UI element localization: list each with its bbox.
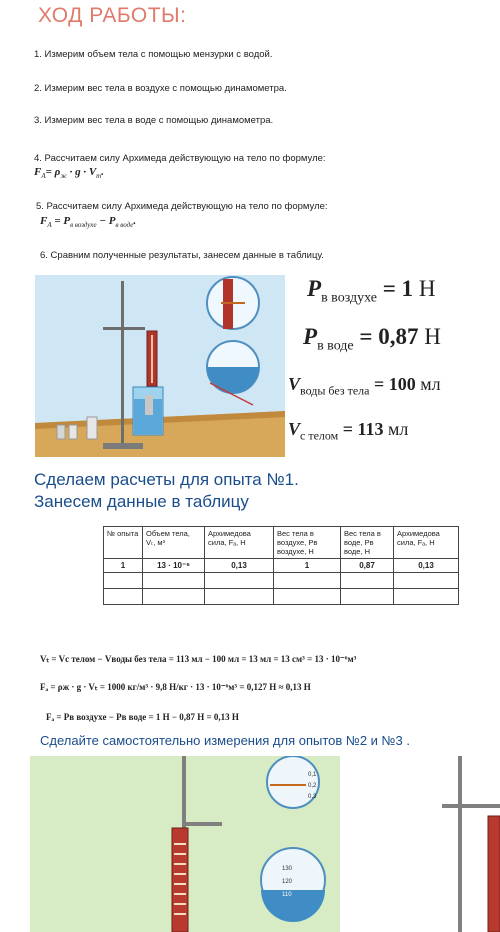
table-cell: 1 [274, 559, 341, 573]
measurement-weight-water: $P_{в воде} = 0,87$ Н [303, 324, 441, 354]
measurement-volume-with-body: $V_{с телом} = 113$ мл [288, 419, 409, 443]
formula-archimedes-density: $F_A= \rho_ж \cdot g \cdot V_т$. [34, 166, 104, 181]
heading-table: Занесем данные в таблицу [34, 492, 249, 511]
step-3: 3. Измерим вес тела в воде с помощью динамометра. [34, 115, 274, 126]
heading-assignment: Сделайте самостоятельно измерения для опытов №2 и №3 . [40, 733, 410, 748]
calc-archimedes-density: Fₐ = ρж · g · Vₜ = 1000 кг/м³ · 9,8 Н/кг · 13 · 10⁻⁶м³ = 0,127 Н ≈ 0,13 Н [40, 682, 311, 692]
lab-setup-drawing-2 [30, 756, 340, 932]
measurement-volume-without-body: $V_{воды без тела} = 100$ мл [288, 374, 441, 398]
formula-archimedes-weights: $F_A = P_{в воздухе} - P_{в воде}$. [40, 215, 137, 230]
table-header-cell: № опыта [104, 527, 143, 559]
table-cell: 13 · 10⁻⁶ [143, 559, 205, 573]
lab-illustration [35, 275, 285, 457]
table-row [104, 589, 459, 605]
gauge-top-label: 0,2 [308, 783, 317, 789]
calc-archimedes-weights: Fₐ = Pв воздухе − Pв воде = 1 Н − 0,87 Н = 0,13 Н [46, 712, 239, 722]
table-cell: 0,87 [341, 559, 394, 573]
step-4: 4. Рассчитаем силу Архимеда действующую на тело по формуле: [34, 153, 326, 164]
heading-calculations: Сделаем расчеты для опыта №1. [34, 470, 299, 489]
gauge-top-label: 0,1 [308, 772, 317, 778]
step-1: 1. Измерим объем тела с помощью мензурки с водой. [34, 49, 273, 60]
lab-setup-drawing-3 [350, 756, 500, 932]
measurement-weight-air: $P_{в воздухе} = 1$ Н [307, 276, 436, 306]
table-header-cell: Вес тела в воздухе, Pв воздухе, Н [274, 527, 341, 559]
lab-photo-2 [30, 756, 340, 932]
gauge-top-label: 0,3 [308, 794, 317, 800]
table-cell: 1 [104, 559, 143, 573]
page-title: ХОД РАБОТЫ: [38, 4, 187, 27]
table-cell: 0,13 [394, 559, 459, 573]
step-5: 5. Рассчитаем силу Архимеда действующую на тело по формуле: [36, 201, 328, 212]
gauge-bottom-label: 110 [282, 892, 292, 898]
table-header-cell: Вес тела в воде, Pв воде, Н [341, 527, 394, 559]
table-row [104, 573, 459, 589]
lab-photo-3 [350, 756, 500, 932]
calc-volume: Vₜ = Vс телом − Vводы без тела = 113 мл − 100 мл = 13 мл = 13 см³ = 13 · 10⁻⁶м³ [40, 654, 357, 664]
table-header-row [104, 527, 459, 559]
step-2: 2. Измерим вес тела в воздухе с помощью динамометра. [34, 83, 287, 94]
results-table [103, 526, 459, 605]
table-cell: 0,13 [205, 559, 274, 573]
table-header-cell: Объем тела, Vₜ, м³ [143, 527, 205, 559]
gauge-bottom-label: 130 [282, 866, 293, 872]
gauge-bottom-label: 120 [282, 879, 293, 885]
table-header-cell: Архимедова сила, Fₐ, Н [205, 527, 274, 559]
lab-setup-drawing [35, 275, 285, 457]
table-header-cell: Архимедова сила, Fₐ, Н [394, 527, 459, 559]
table-row [104, 559, 459, 573]
step-6: 6. Сравним полученные результаты, занесем данные в таблицу. [40, 250, 324, 261]
